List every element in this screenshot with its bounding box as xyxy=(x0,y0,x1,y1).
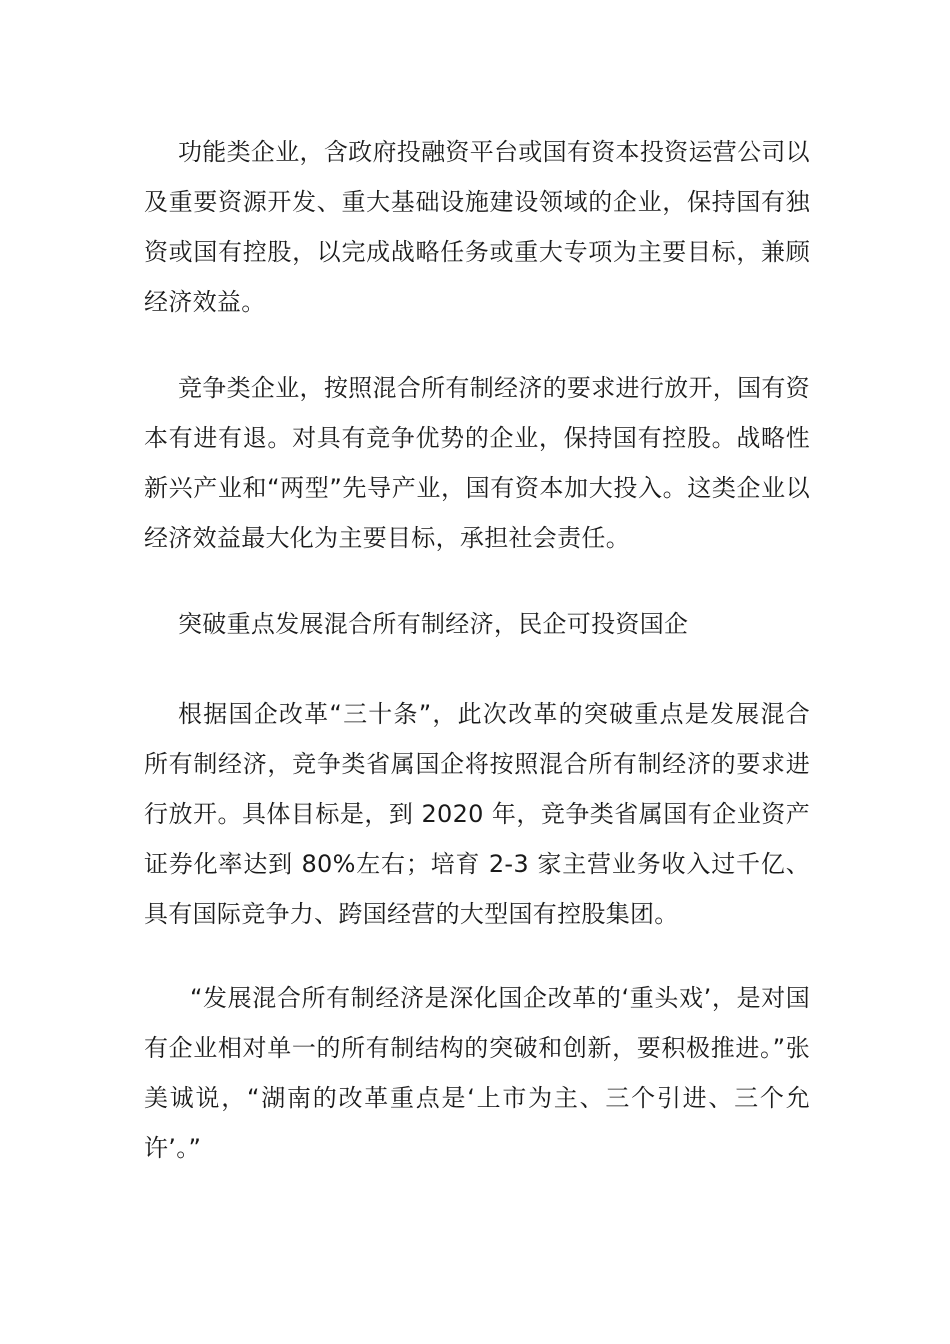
section-heading: 突破重点发展混合所有制经济，民企可投资国企 xyxy=(178,610,689,638)
paragraph-competitive-enterprises: 竞争类企业，按照混合所有制经济的要求进行放开，国有资本有进有退。对具有竞争优势的企业，保持国有控股。战略性新兴产业和“两型”先导产业，国有资本加大投入。这类企业以经济效益最大化为主要目标，承担社会责任。 xyxy=(144,374,810,552)
paragraph-functional-enterprises: 功能类企业，含政府投融资平台或国有资本投资运营公司以及重要资源开发、重大基础设施建设领域的企业，保持国有独资或国有控股，以完成战略任务或重大专项为主要目标，兼顾经济效益。 xyxy=(144,138,810,316)
paragraph-reform-breakthrough: 根据国企改革“三十条”，此次改革的突破重点是发展混合所有制经济，竞争类省属国企将按照混合所有制经济的要求进行放开。具体目标是，到 2020 年，竞争类省属国有企业资产证券化率达到 80%左右；培育 2-3 家主营业务收入过千亿、具有国际竞争力、跨国经营的大型国有控股集团。 xyxy=(144,700,810,928)
paragraph-quote: “发展混合所有制经济是深化国企改革的‘重头戏’，是对国有企业相对单一的所有制结构的突破和创新，要积极推进。”张美诚说，“湖南的改革重点是‘上市为主、三个引进、三个允许’。” xyxy=(144,984,810,1162)
